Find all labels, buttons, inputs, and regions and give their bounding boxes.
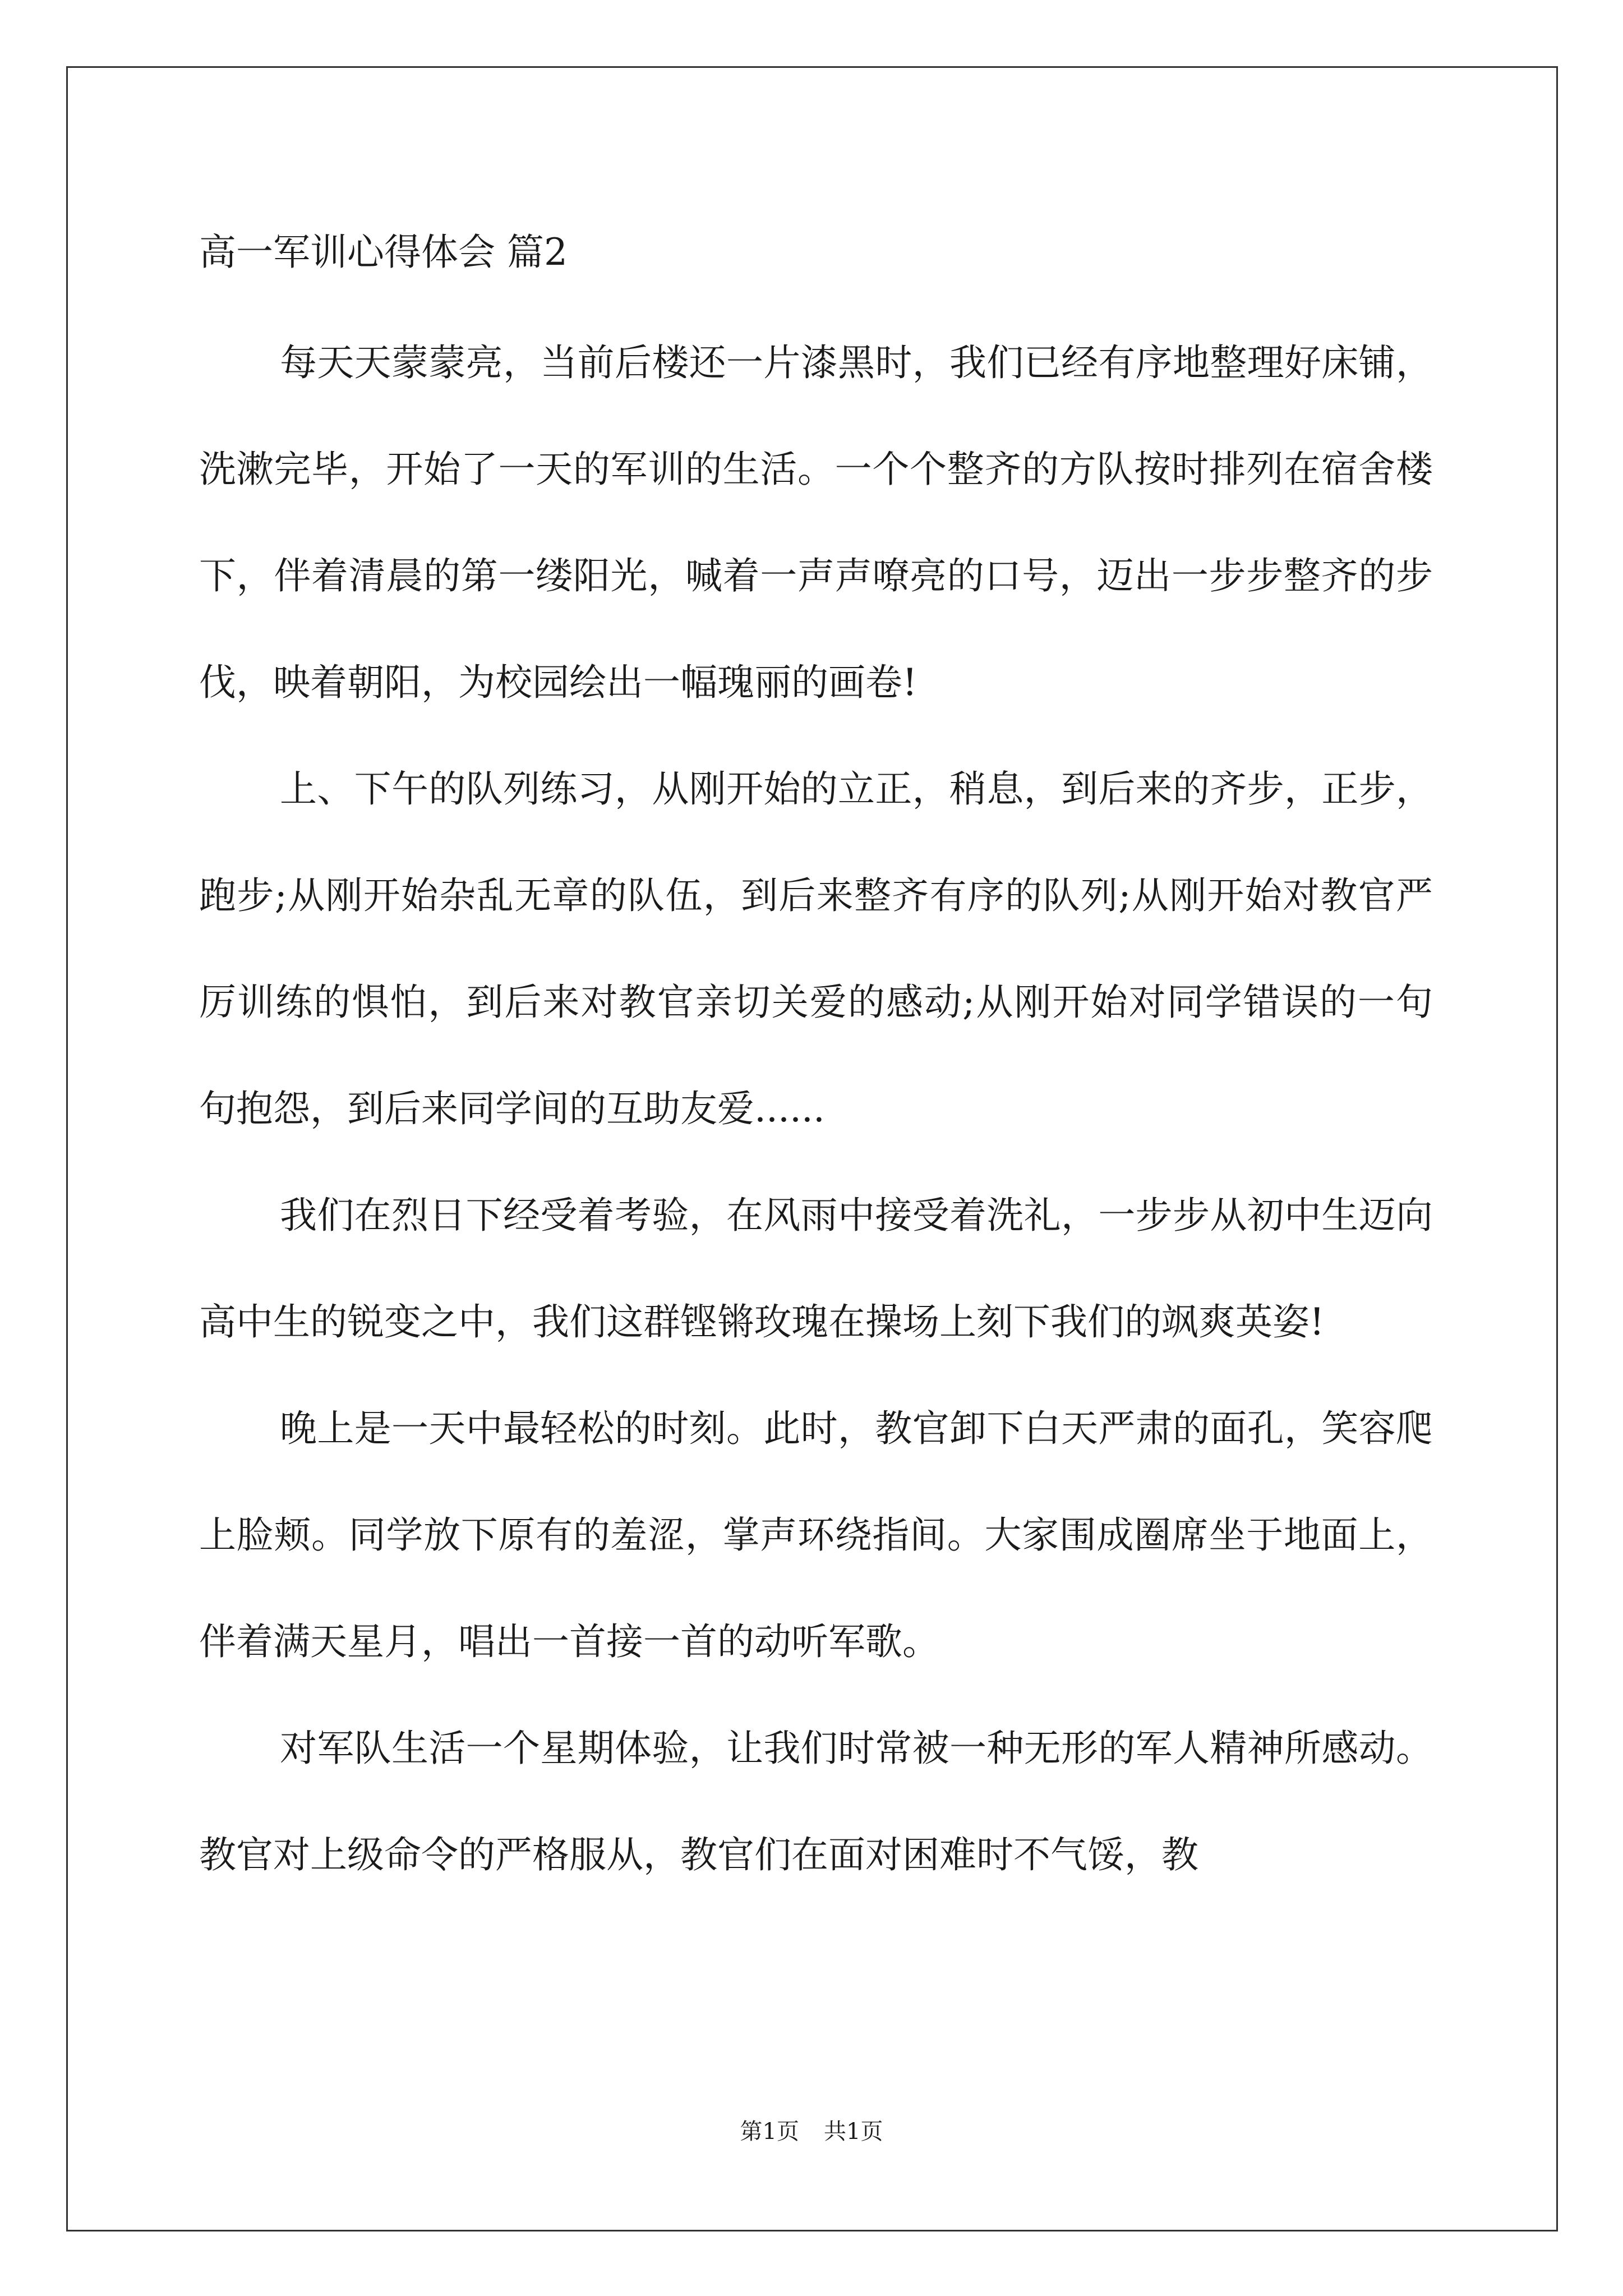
paragraph-2: 上、下午的队列练习，从刚开始的立正，稍息，到后来的齐步，正步，跑步;从刚开始杂乱无章的队伍，到后来整齐有序的队列;从刚开始对教官严厉训练的惧怕，到后来对教官亲切关爱的感动;从刚开始对同学错误的一句句抱怨，到后来同学间的互助友爱...... xyxy=(199,767,1433,1130)
page-number: 第1页 xyxy=(740,2119,799,2145)
page-footer xyxy=(0,2115,1623,2148)
paragraph-4: 晚上是一天中最轻松的时刻。此时，教官卸下白天严肃的面孔，笑容爬上脸颊。同学放下原有的羞涩，掌声环绕指间。大家围成圈席坐于地面上，伴着满天星月，唱出一首接一首的动听军歌。 xyxy=(199,1407,1433,1663)
paragraph-1: 每天天蒙蒙亮，当前后楼还一片漆黑时，我们已经有序地整理好床铺，洗漱完毕，开始了一天的军训的生活。一个个整齐的方队按时排列在宿舍楼下，伴着清晨的第一缕阳光，喊着一声声嘹亮的口号，迈出一步步整齐的步伐，映着朝阳，为校园绘出一幅瑰丽的画卷! xyxy=(199,341,1433,704)
document-body xyxy=(199,219,1433,1908)
page-total: 共1页 xyxy=(824,2119,883,2145)
document-title: 高一军训心得体会 篇2 xyxy=(199,231,568,274)
paragraph-5: 对军队生活一个星期体验，让我们时常被一种无形的军人精神所感动。教官对上级命令的严格服从，教官们在面对困难时不气馁，教 xyxy=(199,1727,1433,1876)
paragraph-3: 我们在烈日下经受着考验，在风雨中接受着洗礼，一步步从初中生迈向高中生的锐变之中，我们这群铿锵玫瑰在操场上刻下我们的飒爽英姿! xyxy=(199,1194,1433,1343)
